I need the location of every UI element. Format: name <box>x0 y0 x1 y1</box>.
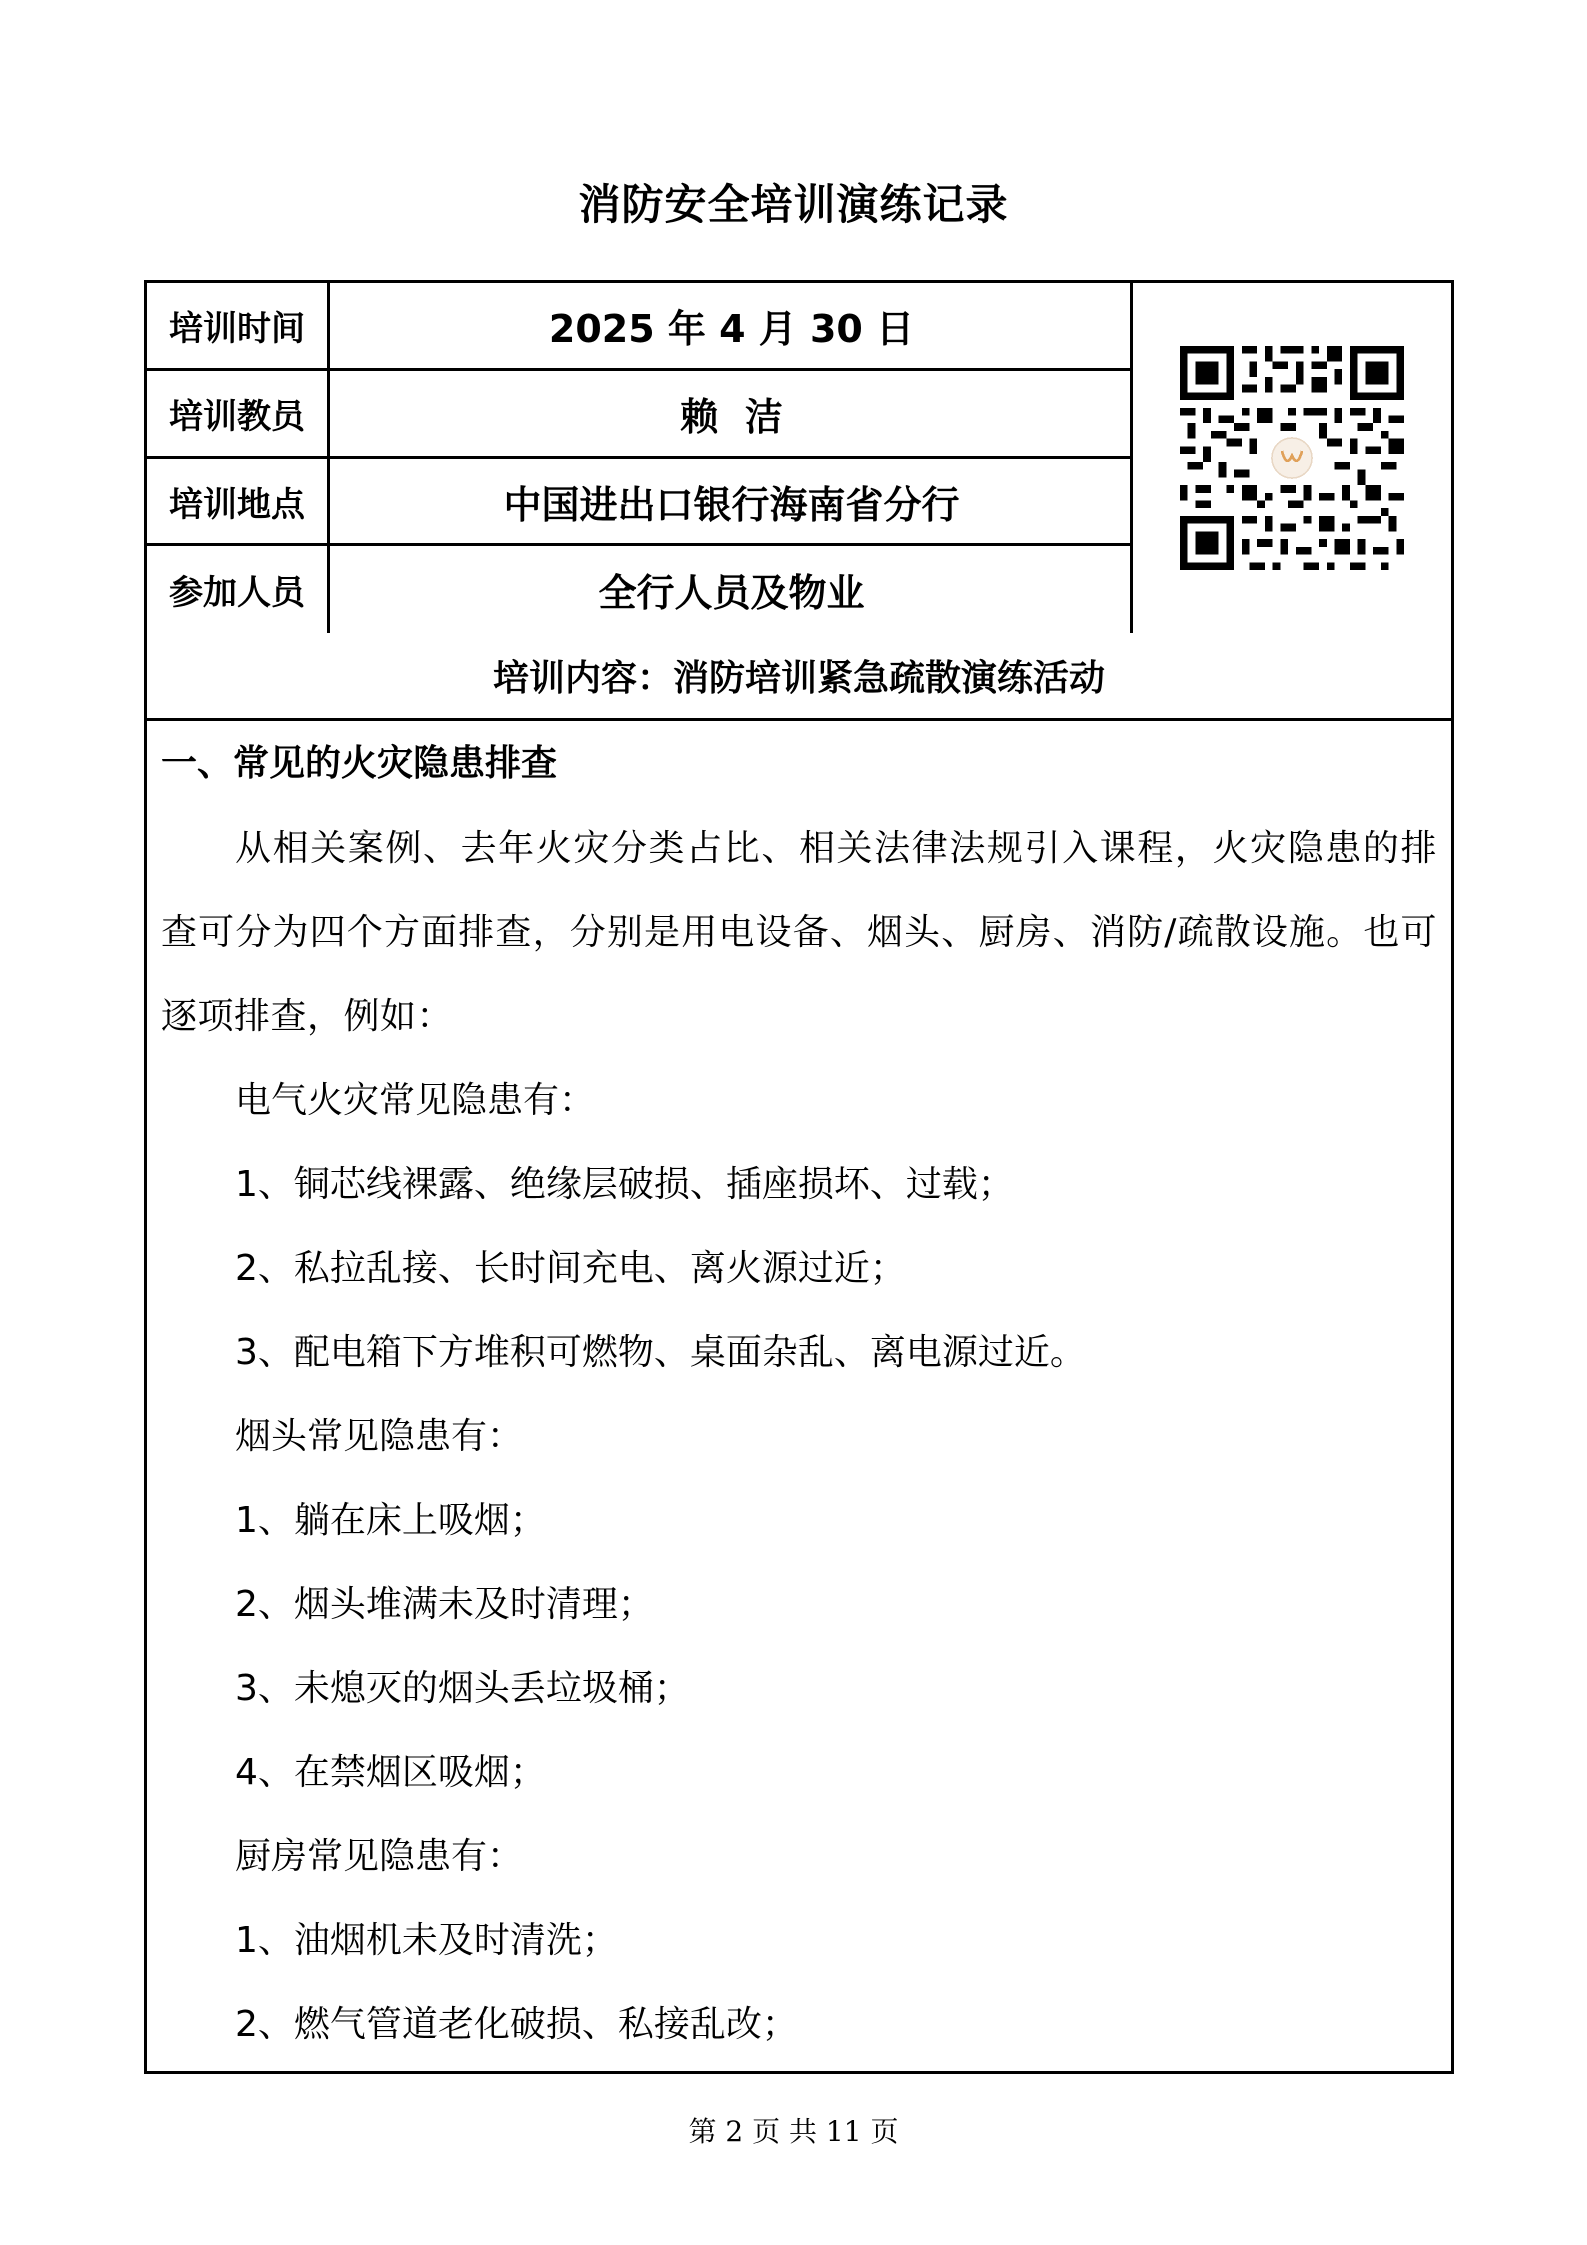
list-line: 4、在禁烟区吸烟； <box>235 1752 546 1793</box>
record-table <box>144 280 1454 2074</box>
row-training-time <box>147 283 1133 371</box>
row-location <box>147 459 1133 546</box>
list-line: 3、未熄灭的烟头丢垃圾桶； <box>235 1668 690 1709</box>
label-trainer: 培训教员 <box>147 371 330 456</box>
training-content-body <box>161 721 1437 2067</box>
value-trainer: 赖 洁 <box>680 395 783 439</box>
value-participants: 全行人员及物业 <box>598 571 865 615</box>
intro-paragraph: 从相关案例、去年火灾分类占比、相关法律法规引入课程，火灾隐患的排查可分为四个方面排查，分别是用电设备、烟头、厨房、消防/疏散设施。也可逐项排查，例如： <box>161 828 1437 1037</box>
row-participants <box>147 546 1133 633</box>
list-line: 厨房常见隐患有： <box>235 1836 524 1877</box>
list-line: 2、烟头堆满未及时清理； <box>235 1584 654 1625</box>
list-line: 1、躺在床上吸烟； <box>235 1500 546 1541</box>
list-line: 烟头常见隐患有： <box>235 1416 524 1457</box>
qr-code-icon <box>1180 346 1404 570</box>
list-line: 3、配电箱下方堆积可燃物、桌面杂乱、离电源过近。 <box>235 1332 1086 1373</box>
list-line: 1、铜芯线裸露、绝缘层破损、插座损坏、过载； <box>235 1164 1014 1205</box>
label-location: 培训地点 <box>147 459 330 543</box>
page-title: 消防安全培训演练记录 <box>578 180 1009 229</box>
page-footer: 第 2 页 共 11 页 <box>688 2115 899 2148</box>
label-participants: 参加人员 <box>147 546 330 633</box>
label-training-time: 培训时间 <box>147 283 330 368</box>
value-location: 中国进出口银行海南省分行 <box>503 482 960 527</box>
qr-code-cell <box>1130 283 1451 633</box>
list-line: 2、燃气管道老化破损、私接乱改； <box>235 2004 798 2045</box>
list-line: 1、油烟机未及时清洗； <box>235 1920 618 1961</box>
row-trainer <box>147 371 1133 459</box>
list-line: 电气火灾常见隐患有： <box>235 1080 596 1121</box>
section-heading: 一、常见的火灾隐患排查 <box>161 743 558 784</box>
value-training-time: 2025 年 4 月 30 日 <box>548 307 915 351</box>
training-content-heading: 培训内容：消防培训紧急疏散演练活动 <box>147 633 1451 721</box>
list-line: 2、私拉乱接、长时间充电、离火源过近； <box>235 1248 906 1289</box>
